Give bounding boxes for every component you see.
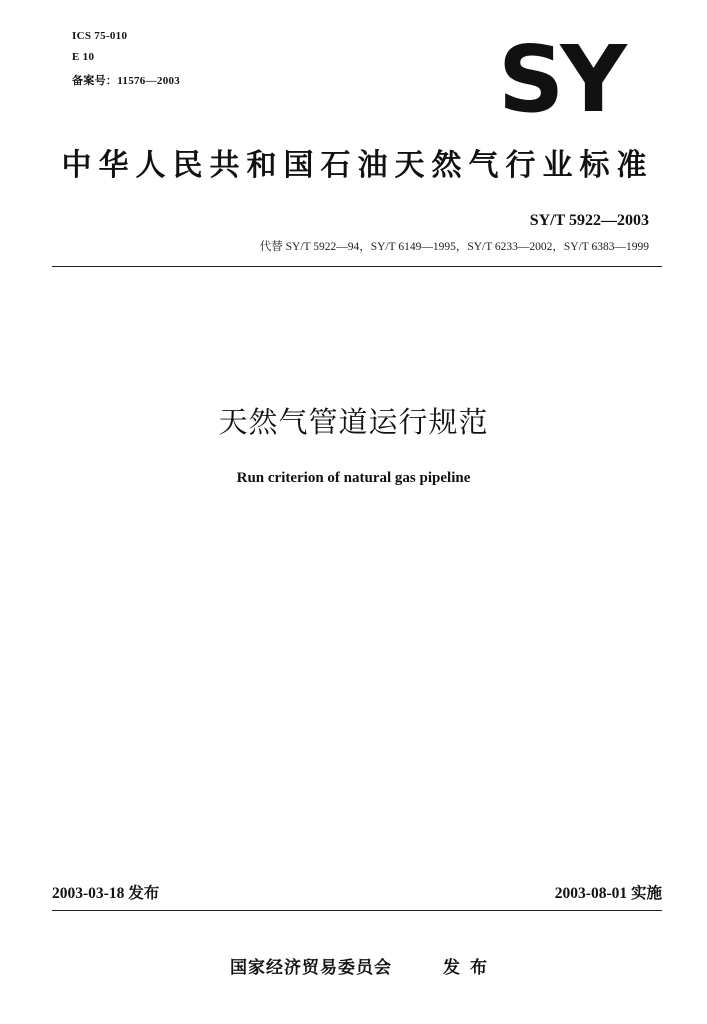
classification-code: E 10 — [72, 51, 95, 63]
record-number: 备案号：11576—2003 — [72, 75, 181, 87]
bottom-divider — [52, 910, 662, 911]
sy-logo: SY — [498, 26, 623, 133]
publisher-name: 国家经济贸易委员会 — [230, 958, 392, 978]
document-title: 天然气管道运行规范 — [218, 405, 489, 439]
implementation-date: 2003-08-01 实施 — [554, 885, 662, 902]
standard-number: SY/T 5922—2003 — [529, 212, 649, 229]
publish-label: 发布 — [443, 958, 497, 978]
organization-title: 中华人民共和国石油天然气行业标准 — [61, 148, 654, 183]
top-divider — [52, 266, 662, 267]
ics-code: ICS 75-010 — [72, 30, 128, 42]
replaces-standards: 代替 SY/T 5922—94，SY/T 6149—1995，SY/T 6233—2002，SY/T 6383—1999 — [259, 241, 649, 253]
issue-date: 2003-03-18 发布 — [52, 885, 160, 902]
document-subtitle: Run criterion of natural gas pipeline — [236, 470, 471, 486]
